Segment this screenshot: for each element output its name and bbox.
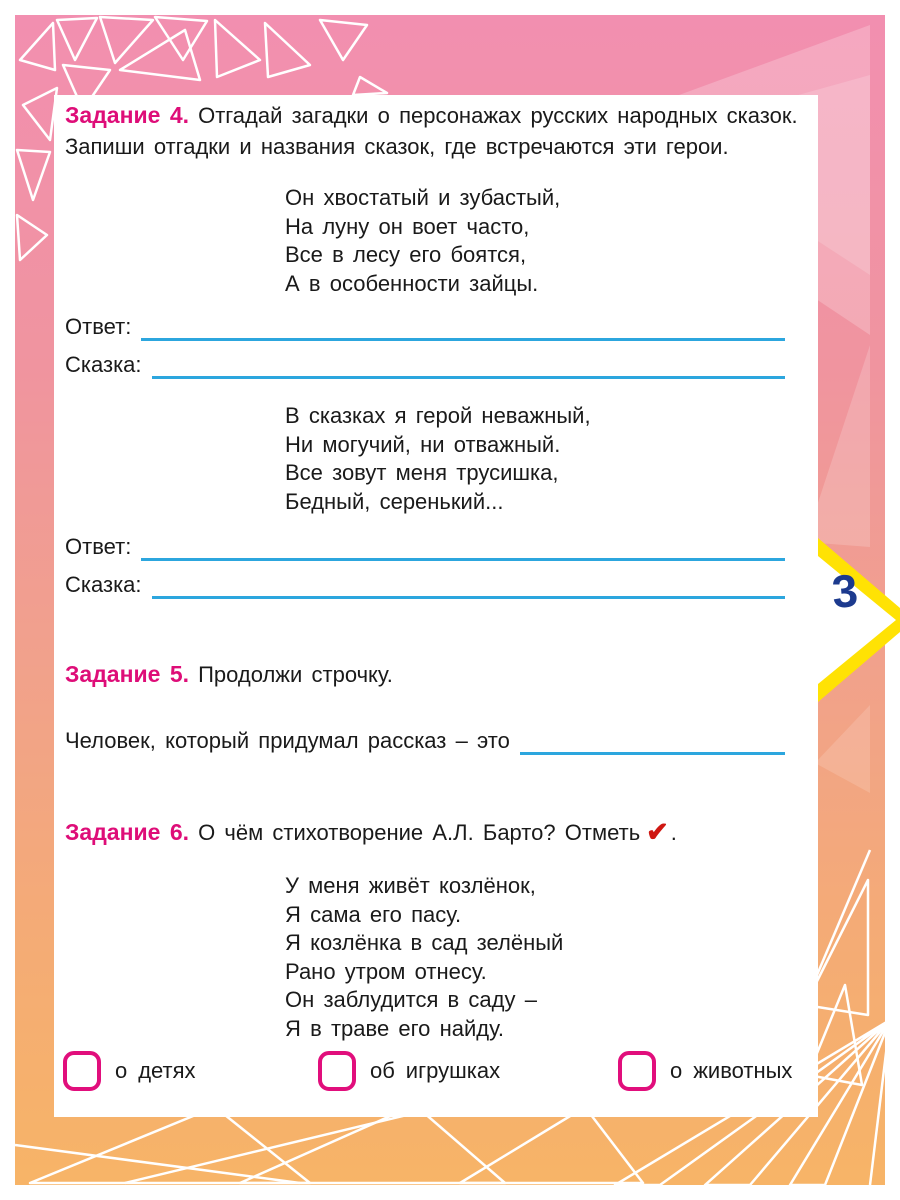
task6-poem	[285, 872, 563, 1043]
riddle-1	[285, 184, 560, 298]
tale-label: Сказка:	[65, 352, 142, 377]
content-card	[54, 95, 818, 1117]
task6-title: Задание 6.	[65, 819, 190, 845]
page-tab-arrow-icon	[812, 538, 900, 702]
task6-poem-line: Я козлёнка в сад зелёный	[285, 930, 564, 955]
tale-row-1	[65, 351, 785, 379]
task4-instruction-line1: Отгадай загадки о персонажах русских народных сказок.	[198, 103, 798, 128]
riddle-2-line: Бедный, серенький...	[285, 488, 504, 514]
option-animals	[618, 1051, 792, 1091]
task5-instruction: Продолжи строчку.	[198, 662, 393, 687]
task6-poem-line: У меня живёт козлёнок,	[285, 873, 536, 898]
task6-poem-line: Он заблудится в саду –	[285, 987, 537, 1012]
answer-row-1	[65, 313, 785, 341]
riddle-2-line: Все зовут меня трусишка,	[285, 460, 559, 485]
answer-label: Ответ:	[65, 314, 132, 339]
answer-blank-1[interactable]	[141, 313, 785, 341]
task4-instruction-line2: Запиши отгадки и названия сказок, где встречаются эти герои.	[65, 134, 729, 159]
task4-heading	[65, 100, 802, 162]
page-number: 3	[829, 563, 860, 619]
task5-answer-row	[65, 727, 785, 755]
red-checkmark-icon: ✔	[646, 817, 669, 847]
task6-poem-line: Рано утром отнесу.	[285, 958, 487, 984]
option-children-label: о детях	[115, 1058, 196, 1083]
page-number-tab	[812, 538, 900, 702]
option-toys	[318, 1051, 500, 1091]
riddle-1-line: Он хвостатый и зубастый,	[285, 185, 561, 210]
riddle-2	[285, 402, 591, 516]
task6-poem-line: Я сама его пасу.	[285, 901, 462, 927]
riddle-2-line: Ни могучий, ни отважный.	[285, 431, 561, 457]
task6-poem-line: Я в траве его найду.	[285, 1015, 504, 1041]
checkbox-animals[interactable]	[618, 1051, 656, 1091]
riddle-2-line: В сказках я герой неважный,	[285, 403, 591, 428]
task6-instruction: О чём стихотворение А.Л. Барто? Отметь	[198, 820, 641, 845]
tale-label: Сказка:	[65, 572, 142, 597]
task6-period: .	[670, 820, 677, 845]
checkbox-toys[interactable]	[318, 1051, 356, 1091]
task5-prompt: Человек, который придумал рассказ – это	[65, 728, 510, 753]
answer-label: Ответ:	[65, 534, 132, 559]
option-children	[63, 1051, 196, 1091]
answer-row-2	[65, 533, 785, 561]
task5-title: Задание 5.	[65, 661, 190, 687]
task6-heading	[65, 817, 802, 848]
riddle-1-line: Все в лесу его боятся,	[285, 242, 527, 267]
tale-row-2	[65, 571, 785, 599]
riddle-1-line: На луну он воет часто,	[285, 213, 530, 239]
tale-blank-1[interactable]	[152, 351, 785, 379]
checkbox-children[interactable]	[63, 1051, 101, 1091]
option-toys-label: об игрушках	[370, 1058, 501, 1083]
option-animals-label: о животных	[670, 1058, 793, 1083]
task4-title: Задание 4.	[65, 102, 190, 128]
task5-heading	[65, 659, 802, 690]
tale-blank-2[interactable]	[152, 571, 785, 599]
task5-blank[interactable]	[520, 727, 785, 755]
riddle-1-line: А в особенности зайцы.	[285, 270, 539, 296]
answer-blank-2[interactable]	[141, 533, 785, 561]
